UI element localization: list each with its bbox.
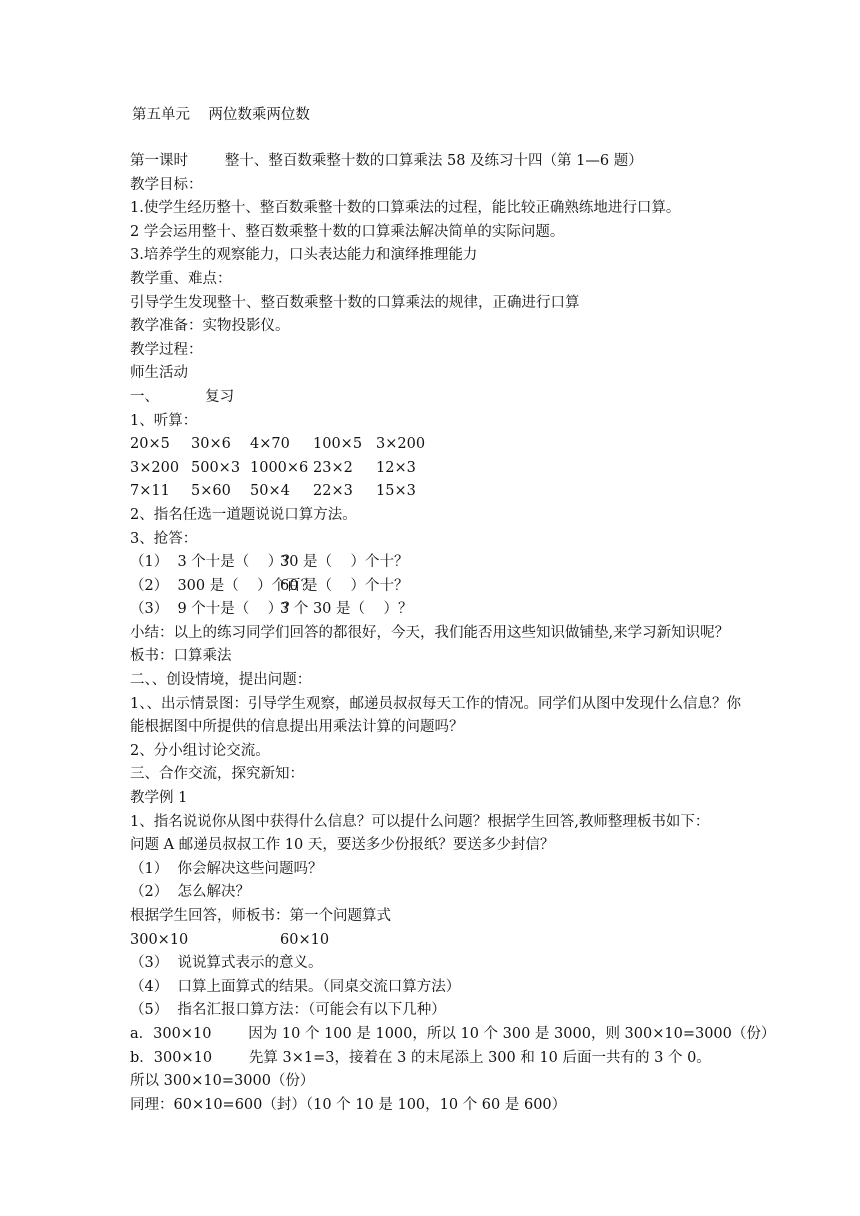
quick-answer-row xyxy=(130,598,750,622)
section-2-item-1: 1、、出示情景图：引导学生观察，邮递员叔叔每天工作的情况。同学们从图中发现什么信息？你能根据图中所提供的信息提出用乘法计算的问题吗？ xyxy=(130,695,741,736)
calc-cell: 23×2 xyxy=(313,459,353,476)
calc-cell: 22×3 xyxy=(313,483,353,500)
calc-row xyxy=(130,480,750,504)
board-note-2: 根据学生回答，师板书：第一个问题算式 xyxy=(130,908,391,924)
question-1: （1） 你会解决这些问题吗？ xyxy=(130,860,323,877)
calc-cell: 7×11 xyxy=(130,483,170,500)
formula: 300×10 xyxy=(130,931,189,948)
quick-question: 3 个 30 是（ ）？ xyxy=(280,601,413,618)
question-a: 问题 A 邮递员叔叔工作 10 天，要送多少份报纸？要送多少封信？ xyxy=(130,837,555,854)
formula: 60×10 xyxy=(280,931,330,948)
goals-label: 教学目标： xyxy=(130,176,203,193)
unit-title: 第五单元 两位数乘两位数 xyxy=(132,107,310,123)
conclusion: 所以 300×10=3000（份） xyxy=(130,1073,315,1090)
calc-cell: 3×200 xyxy=(376,436,426,453)
calc-cell: 5×60 xyxy=(191,483,231,500)
example-item-1: 1、指名说说你从图中获得什么信息？可以提什么问题？根据学生回答,教师整理板书如下： xyxy=(130,813,710,830)
method-b: b．300×10 先算 3×1=3，接着在 3 的末尾添上 300 和 10 后面一共有的 3 个 0。 xyxy=(130,1049,711,1066)
formula-row xyxy=(130,929,750,953)
calc-cell: 4×70 xyxy=(250,436,290,453)
calc-cell: 1000×6 xyxy=(250,459,309,476)
example-label: 教学例 1 xyxy=(130,790,188,807)
calc-cell: 500×3 xyxy=(191,459,241,476)
key-points-text: 引导学生发现整十、整百数乘整十数的口算乘法的规律，正确进行口算 xyxy=(130,294,580,311)
calc-cell: 100×5 xyxy=(313,436,363,453)
quick-answer-row xyxy=(130,551,750,575)
calc-row xyxy=(130,433,750,457)
key-points-label: 教学重、难点： xyxy=(130,270,232,287)
goal-item: 1.使学生经历整十、整百数乘整十数的口算乘法的过程，能比较正确熟练地进行口算。 xyxy=(130,200,681,217)
lesson-body xyxy=(130,150,776,1117)
item-2: 2、指名任选一道题说说口算方法。 xyxy=(130,506,357,523)
quick-question: 30 是（ ）个十？ xyxy=(280,554,409,571)
method-a: a．300×10 因为 10 个 100 是 1000，所以 10 个 300 是 3000，则 300×10=3000（份） xyxy=(130,1025,776,1042)
section-2-item-2: 2、分小组讨论交流。 xyxy=(130,742,270,759)
question-3: （3） 说说算式表示的意义。 xyxy=(130,955,323,972)
calc-row xyxy=(130,457,750,481)
section-3-heading: 三、合作交流，探究新知： xyxy=(130,766,304,783)
quick-question: （1） 3 个十是（ ）？ xyxy=(130,554,297,571)
board-note: 板书：口算乘法 xyxy=(130,648,232,665)
goal-item: 2 学会运用整十、整百数乘整十数的口算乘法解决简单的实际问题。 xyxy=(130,223,565,240)
summary-paragraph: 小结：以上的练习同学们回答的都很好，今天，我们能否用这些知识做铺垫,来学习新知识呢？ xyxy=(130,624,730,641)
calc-cell: 50×4 xyxy=(250,483,290,500)
quick-answer-row xyxy=(130,575,750,599)
calc-cell: 30×6 xyxy=(191,436,231,453)
lesson-heading: 第一课时 整十、整百数乘整十数的口算乘法 58 及练习十四（第 1—6 题） xyxy=(130,153,643,169)
teaching-prep: 教学准备：实物投影仪。 xyxy=(130,318,290,335)
section-2-heading: 二、、创设情境，提出问题： xyxy=(130,672,312,689)
quick-question: 60 是（ ）个十？ xyxy=(280,577,409,594)
goal-item: 3.培养学生的观察能力，口头表达能力和演绎推理能力 xyxy=(130,247,478,264)
calc-cell: 20×5 xyxy=(130,436,170,453)
calc-cell: 15×3 xyxy=(376,483,416,500)
review-heading: 一、 复习 xyxy=(130,388,235,405)
listen-calc-label: 1、听算： xyxy=(130,412,198,429)
calc-cell: 12×3 xyxy=(376,459,416,476)
teaching-process: 教学过程： xyxy=(130,341,203,358)
quick-question: （2） 300 是（ ）个百？ xyxy=(130,577,316,594)
activity-label: 师生活动 xyxy=(130,365,188,382)
quick-question: （3） 9 个十是（ ）？ xyxy=(130,601,297,618)
item-3: 3、抢答： xyxy=(130,530,198,547)
calc-cell: 3×200 xyxy=(130,459,180,476)
similar-result: 同理：60×10=600（封）（10 个 10 是 100，10 个 60 是 600） xyxy=(130,1096,567,1113)
question-2: （2） 怎么解决？ xyxy=(130,884,250,901)
question-4: （4） 口算上面算式的结果。（同桌交流口算方法） xyxy=(130,978,461,995)
question-5: （5） 指名汇报口算方法：（可能会有以下几种） xyxy=(130,1002,446,1019)
